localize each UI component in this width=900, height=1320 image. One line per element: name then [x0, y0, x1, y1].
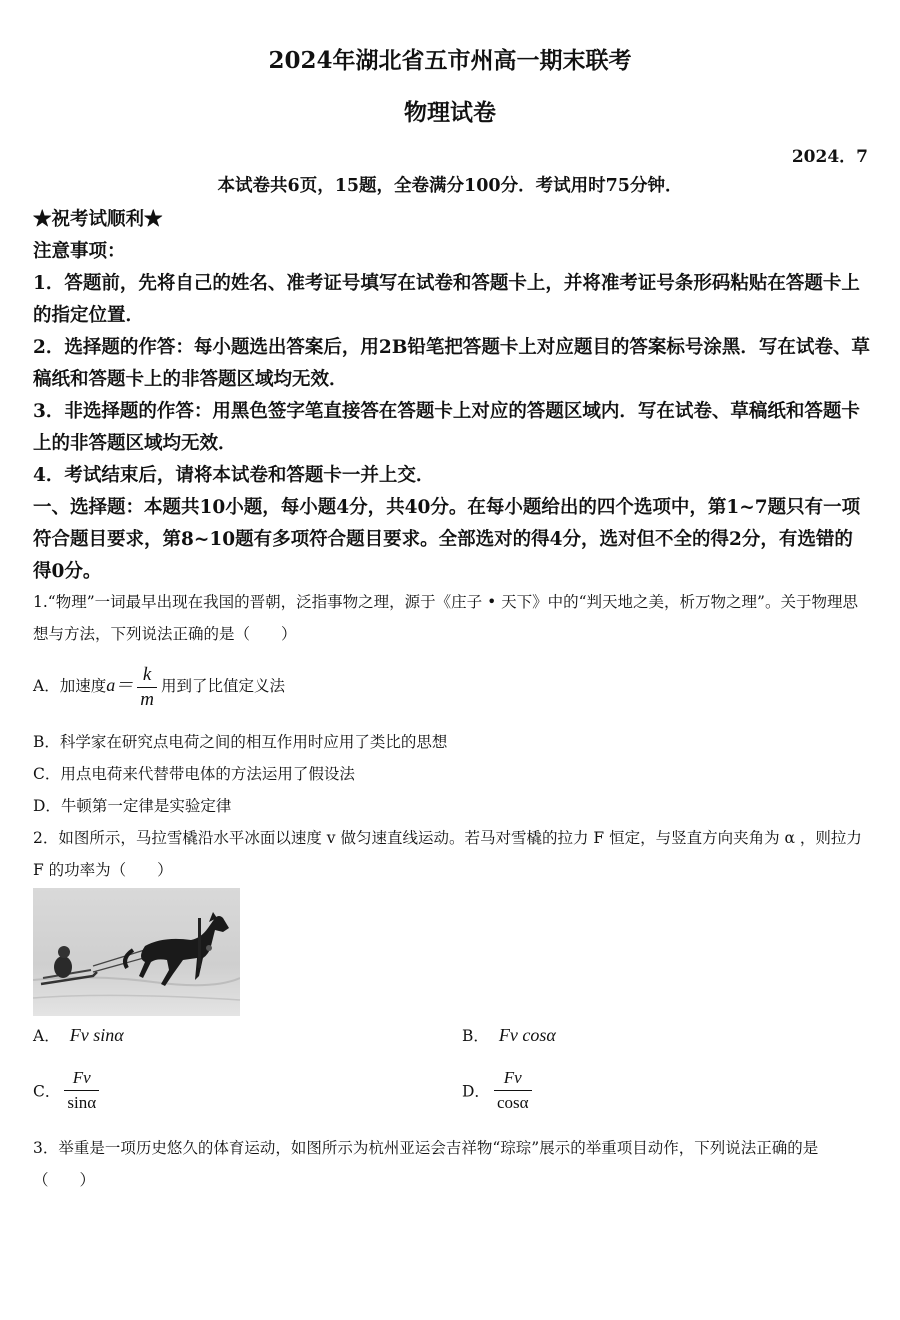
notice-item-2: 2．选择题的作答：每小题选出答案后，用2B铅笔把答题卡上对应题目的答案标号涂黑．写在试卷、草稿纸和答题卡上的非答题区域均无效． — [33, 337, 870, 390]
exam-date: 2024．7 — [791, 147, 868, 167]
notice-item-3: 3．非选择题的作答：用黑色签字笔直接答在答题卡上对应的答题区域内．写在试卷、草稿纸和答题卡上的非答题区域均无效． — [33, 401, 860, 454]
option-a-suffix: 用到了比值定义法 — [160, 677, 285, 695]
question-2-option-a — [33, 1024, 124, 1046]
option-d-denominator: cosα — [496, 1093, 529, 1112]
question-1-option-c: C．用点电荷来代替带电体的方法运用了假设法 — [33, 765, 355, 783]
option-d-fraction — [494, 1066, 532, 1115]
question-1-stem: 1.“物理”一词最早出现在我国的晋朝，泛指事物之理，源于《庄子 • 天下》中的“判天地之美，析万物之理”。关于物理思想与方法，下列说法正确的是（ ） — [33, 593, 858, 643]
option-d-numerator: Fv — [494, 1066, 532, 1091]
option-d-label: D． — [462, 1082, 490, 1101]
formula-numerator: k — [137, 663, 157, 688]
wish-line: ★祝考试顺利★ — [33, 209, 163, 230]
exam-intro: 本试卷共6页，15题，全卷满分100分．考试用时75分钟． — [217, 176, 683, 196]
question-1-option-a — [33, 662, 871, 712]
option-c-fraction — [64, 1066, 99, 1115]
section-heading: 一、选择题：本题共10小题，每小题4分，共40分。在每小题给出的四个选项中，第1~7题只有一项符合题目要求，第8~10题有多项符合题目要求。全部选对的得4分，选对但不全的得2分，有选错的得0分。 — [33, 497, 861, 582]
notice-heading: 注意事项： — [33, 241, 126, 262]
question-2-option-b — [462, 1024, 556, 1046]
notice-block — [33, 204, 871, 588]
option-c-label: C． — [33, 1082, 61, 1101]
notice-item-4: 4．考试结束后，请将本试卷和答题卡一并上交． — [33, 465, 435, 486]
formula-denominator: m — [140, 688, 154, 710]
question-1-option-b: B．科学家在研究点电荷之间的相互作用时应用了类比的思想 — [33, 733, 448, 751]
exam-title: 2024年湖北省五市州高一期末联考 — [268, 47, 632, 74]
question-1-option-d: D．牛顿第一定律是实验定律 — [33, 797, 232, 815]
question-3-stem: 3．举重是一项历史悠久的体育运动，如图所示为杭州亚运会吉祥物“琮琮”展示的举重项目动作，下列说法正确的是（ ） — [33, 1139, 819, 1189]
option-b-label: B． — [462, 1027, 489, 1045]
formula-lhs: a＝ — [106, 675, 134, 695]
option-c-numerator: Fv — [64, 1066, 99, 1091]
option-a-label: A． — [33, 1027, 60, 1045]
option-c-denominator: sinα — [67, 1093, 97, 1112]
notice-item-1: 1．答题前，先将自己的姓名、准考证号填写在试卷和答题卡上，并将准考证号条形码粘贴在答题卡上的指定位置． — [33, 273, 860, 326]
option-b-expression: Fv cosα — [498, 1025, 556, 1045]
horse-sled-photo — [33, 888, 240, 1016]
option-a-prefix: A．加速度 — [33, 677, 107, 695]
question-2-stem: 2．如图所示，马拉雪橇沿水平冰面以速度 v 做匀速直线运动。若马对雪橇的拉力 F 恒定，与竖直方向夹角为 α ，则拉力 F 的功率为（ ） — [33, 829, 862, 879]
question-2-option-c — [33, 1066, 103, 1115]
subject-title: 物理试卷 — [404, 99, 496, 126]
formula-fraction — [137, 663, 157, 712]
question-2-option-d — [462, 1066, 536, 1115]
option-a-expression: Fv sinα — [69, 1025, 124, 1045]
